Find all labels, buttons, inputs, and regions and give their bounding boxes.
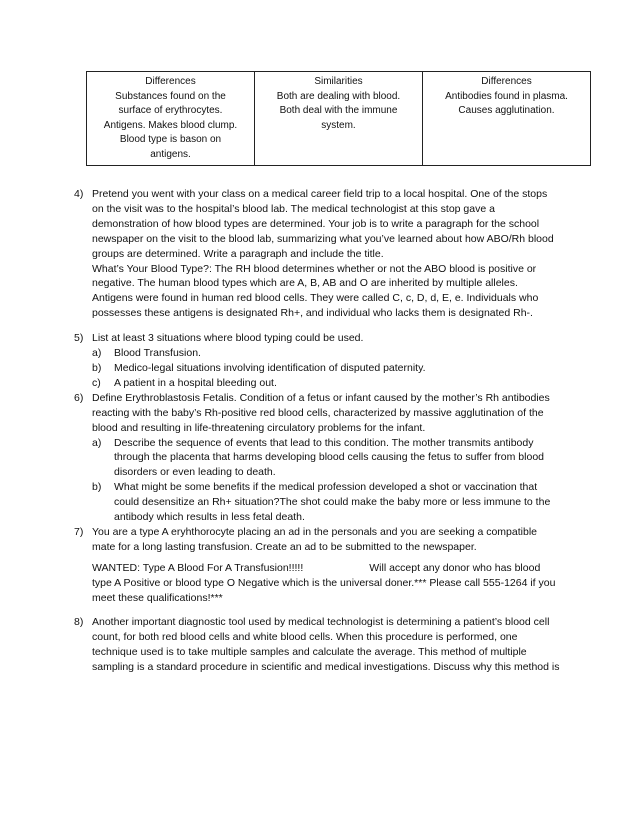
cell-line: antigens. [150,148,191,160]
answer-text: What’s Your Blood Type?: The RH blood determines whether or not the ABO blood is positive or negative. The human blood types which are A, B, AB and O are inherited by multiple alleles. Antigens were found in human red blood cells. They were called C, c, D, d, E, e. Individuals who possesses these antigens is designated Rh+, and individual who lacks them is designated Rh-. [92,262,539,320]
cell-line: system. [321,119,356,131]
question-text: Pretend you went with your class on a medical career field trip to a local hospital. One of the stops on the visit was to the hospital’s blood lab. The medical technologist at this stop gave a demonstration of how blood types are determined. Your job is to write a paragraph for the school newspaper on the visit to the blood lab, summarizing what you’ve learned about how ABO/Rh blood groups are determined. Write a paragraph and include the title. [92,188,554,260]
question-text: You are a type A eryhthorocyte placing an ad in the personals and you are seeking a compatible mate for a long lasting transfusion. Create an ad to be submitted to the newspaper. [92,525,537,553]
question-text: List at least 3 situations where blood typing could be used. [92,332,364,345]
list-item: c) A patient in a hospital bleeding out. [92,376,277,389]
cell-line: Blood type is bason on [119,134,222,145]
list-item: b) Medico-legal situations involving identification of disputed paternity. [92,361,426,374]
list-item: b) What might be some benefits if the medical profession developed a shot or vaccination that could desensitize an Rh+ situation?The shot could make the baby more or less immune to the antibody which results in less fetal death. [92,481,551,524]
question-number: 6) [74,391,84,404]
comparison-table [86,71,591,166]
document-body [74,187,574,675]
question-6 [74,391,574,525]
cell-line: Both deal with the immune [279,105,398,116]
question-4 [74,187,574,321]
question-number: 4) [74,188,84,200]
cell-line: Differences [145,76,196,87]
table-cell-similarities [255,72,423,166]
list-item: a) Describe the sequence of events that lead to this condition. The mother transmits antibody through the placenta that harms developing blood cells causing the fetus to suffer from blood disorders or even leading to death. [92,436,544,479]
ad-text: WANTED: Type A Blood For A Transfusion!!!!! Will accept any donor who has blood type A Positive or blood type O Negative which is the universal doner.*** Please call 555-1264 if you meet these qualifications!*** [92,561,556,604]
cell-line: Antigens. Makes blood clump. [103,119,238,131]
table-cell-differences-left [87,72,255,166]
question-number: 5) [74,332,84,345]
spacer [74,321,574,331]
cell-line: Substances found on the [115,90,226,102]
cell-line: Antibodies found in plasma. [445,90,568,102]
cell-line: Similarities [314,76,363,87]
question-number: 8) [74,616,84,629]
table-cell-differences-right [423,72,591,166]
spacer [74,605,574,615]
question-7 [74,525,574,606]
cell-line: Causes agglutination. [458,105,555,116]
question-text: Define Erythroblastosis Fetalis. Condition of a fetus or infant caused by the mother’s Rh antibodies reacting with the baby’s Rh-positive red blood cells, characterized by massive agglutination of the blood and resulting in life-threatening circulatory problems for the infant. [92,391,550,434]
question-number: 7) [74,525,84,538]
cell-line: Both are dealing with blood. [276,90,401,102]
question-8 [74,615,574,675]
list-item: a) Blood Transfusion. [92,347,201,360]
question-text: Another important diagnostic tool used by medical technologist is determining a patient’s blood cell count, for both red blood cells and white blood cells. When this procedure is performed, one technique used is to take multiple samples and calculate the average. This method of multiple sampling is a standard procedure in scientific and medical investigations. Discuss why this method is [92,616,560,674]
table-row [87,72,591,166]
cell-line: surface of erythrocytes. [118,105,223,116]
question-5 [74,331,574,391]
cell-line: Differences [481,76,532,87]
